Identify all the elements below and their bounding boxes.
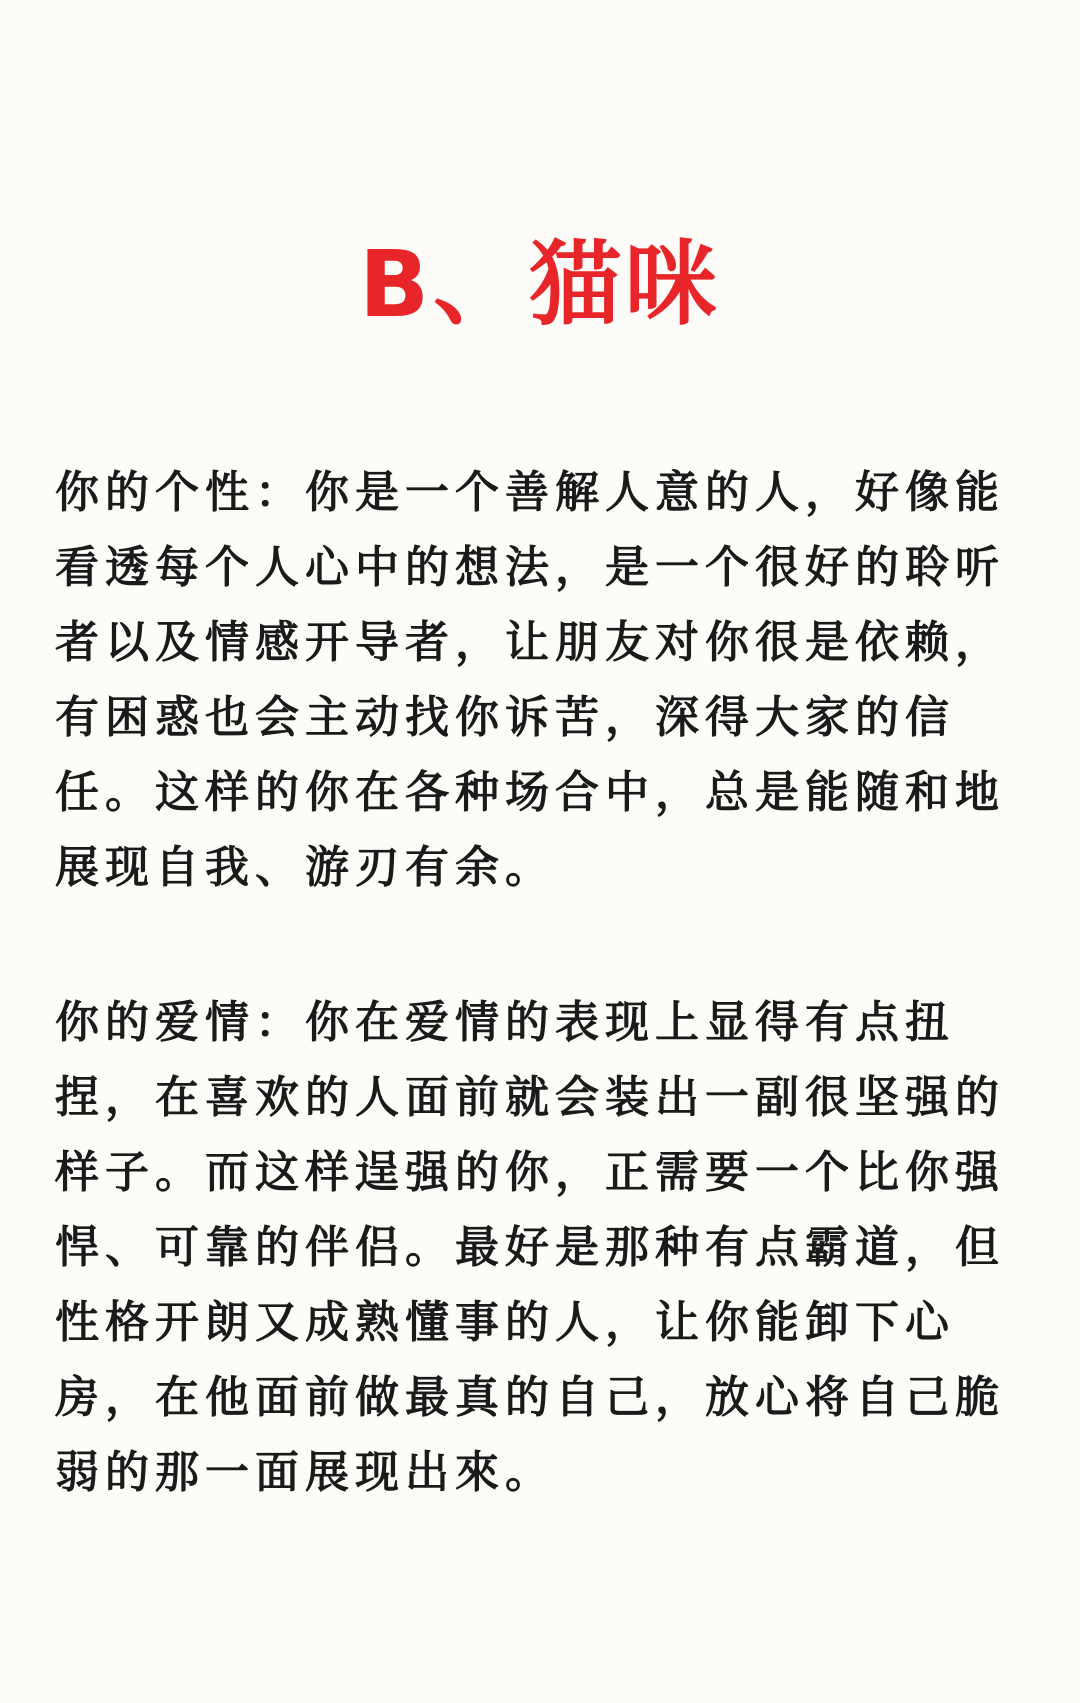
personality-paragraph: 你的个性：你是一个善解人意的人，好像能看透每个人心中的想法，是一个很好的聆听者以及情感开导者，让朋友对你很是依赖，有困惑也会主动找你诉苦，深得大家的信任。这样的你在各种场合中，总是能随和地展现自我、游刃有余。 — [55, 467, 1005, 893]
love-paragraph: 你的爱情：你在爱情的表现上显得有点扭捏，在喜欢的人面前就会装出一副很坚强的样子。而这样逞强的你，正需要一个比你强悍、可靠的伴侣。最好是那种有点霸道，但性格开朗又成熟懂事的人，让你能卸下心房，在他面前做最真的自己，放心将自己脆弱的那一面展现出來。 — [55, 997, 1005, 1498]
page-title: B、猫咪 — [358, 231, 722, 338]
